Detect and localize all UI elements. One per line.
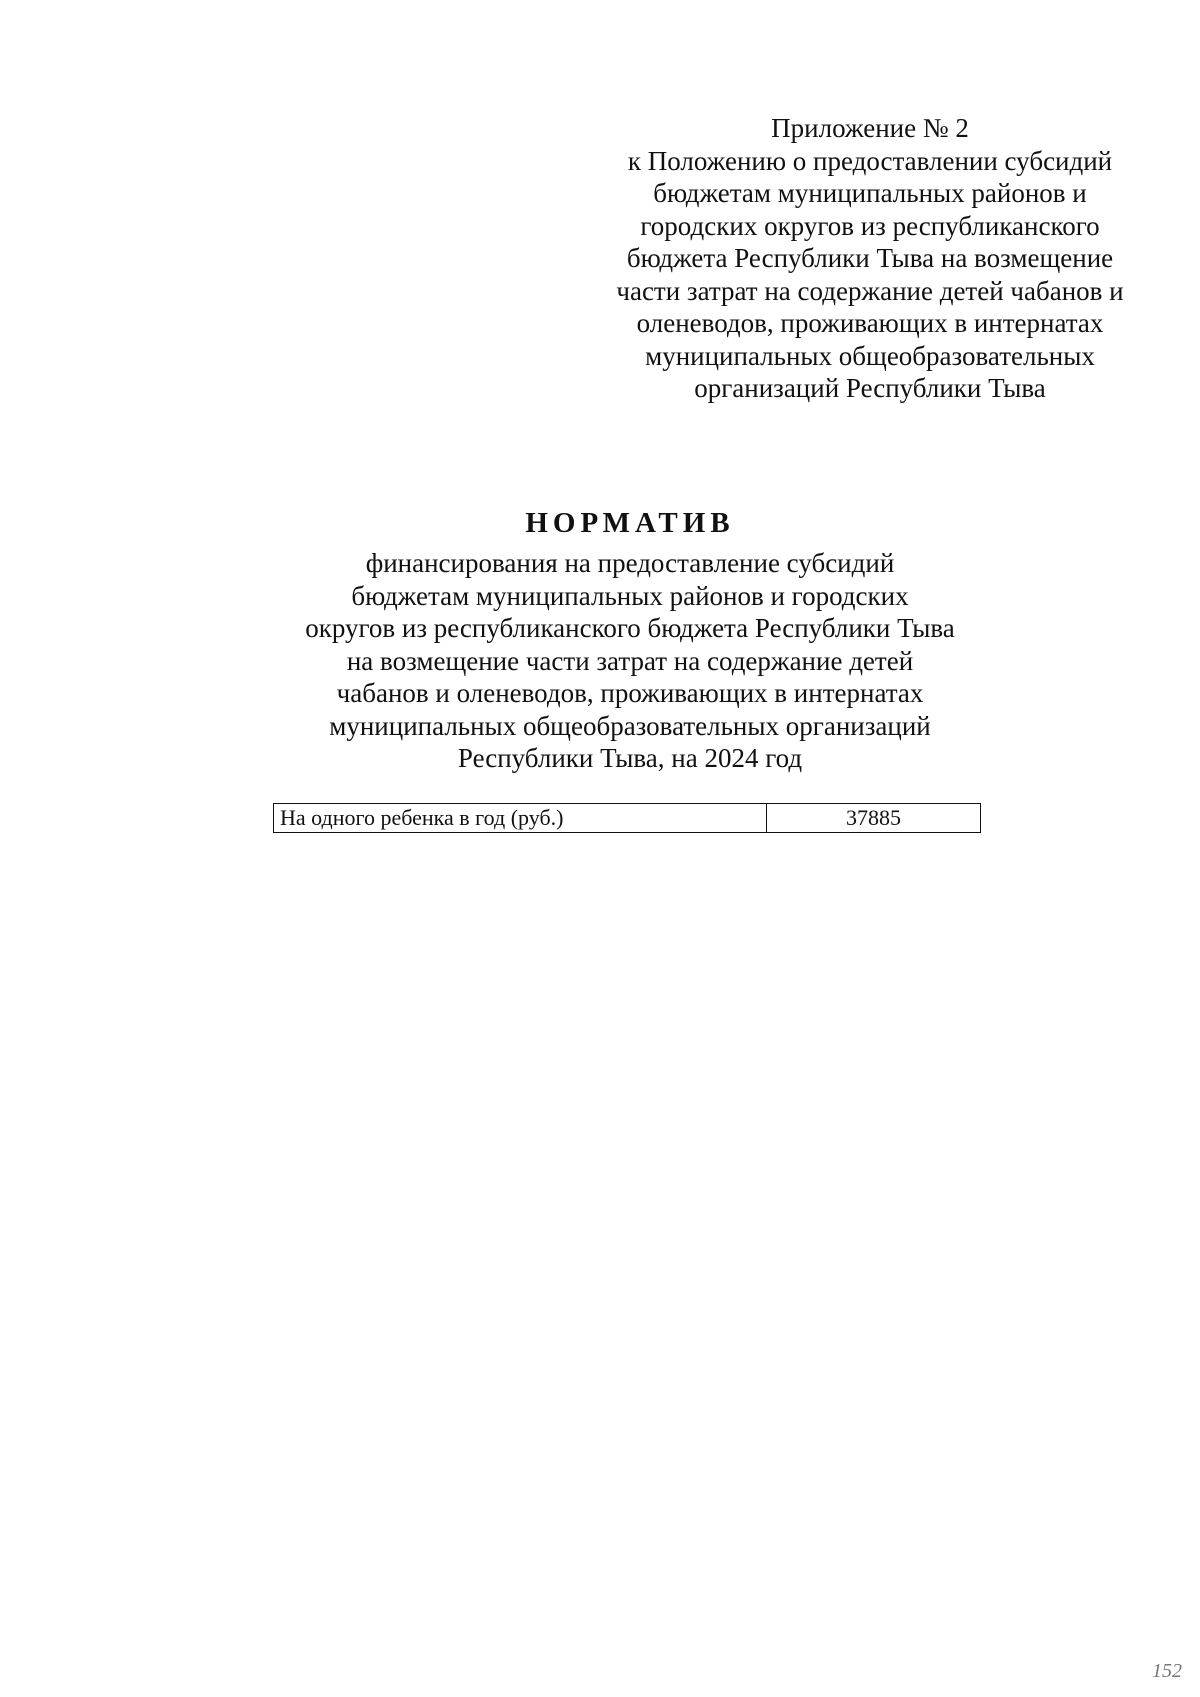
appendix-line: к Положению о предоставлении субсидий	[627, 145, 1113, 176]
table-row	[274, 804, 981, 833]
appendix-line: муниципальных общеобразовательных	[645, 340, 1095, 371]
subtitle-line: финансирования на предоставление субсидий	[365, 548, 895, 578]
norm-table	[273, 803, 981, 833]
appendix-line: бюджета Республики Тыва на возмещение	[626, 243, 1114, 273]
appendix-line: части затрат на содержание детей чабанов и	[616, 275, 1124, 306]
appendix-line: оленеводов, проживающих в интернатах	[636, 308, 1104, 338]
subtitle-line: бюджетам муниципальных районов и городских	[351, 580, 909, 611]
appendix-line: городских округов из республиканского	[640, 210, 1100, 241]
table-cell-value: 37885	[767, 804, 981, 833]
document-subtitle	[230, 547, 1030, 775]
table-cell-label: На одного ребенка в год (руб.)	[274, 804, 767, 833]
subtitle-line: на возмещение части затрат на содержание детей	[346, 645, 914, 676]
subtitle-line: чабанов и оленеводов, проживающих в интернатах	[336, 678, 924, 708]
document-title: НОРМАТИВ	[525, 507, 735, 539]
appendix-header	[600, 112, 1140, 405]
appendix-line: организаций Республики Тыва	[694, 373, 1046, 403]
page-number-mark: 152	[1152, 1660, 1182, 1682]
subtitle-line: муниципальных общеобразовательных организаций	[329, 710, 931, 741]
appendix-line: бюджетам муниципальных районов и	[653, 178, 1087, 208]
subtitle-line: Республики Тыва, на 2024 год	[457, 743, 803, 773]
appendix-line: Приложение № 2	[771, 113, 969, 143]
subtitle-line: округов из республиканского бюджета Республики Тыва	[305, 613, 955, 643]
